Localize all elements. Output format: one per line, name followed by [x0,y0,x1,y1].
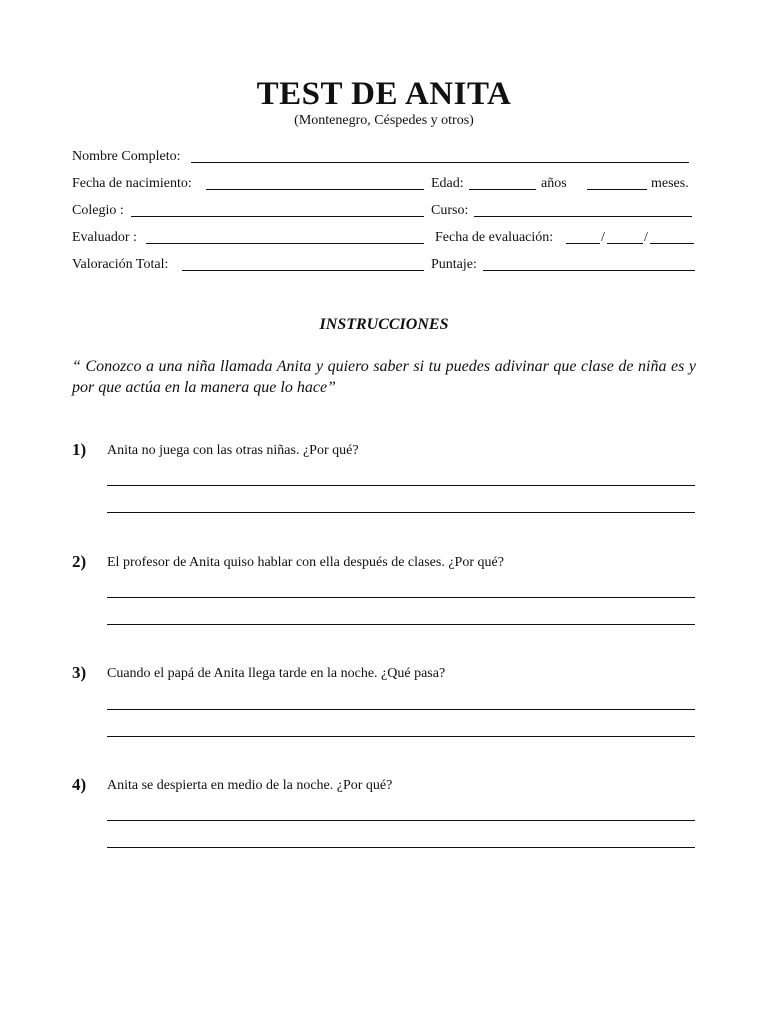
answer-line[interactable] [107,512,695,513]
answer-line[interactable] [107,624,695,625]
instructions-text: “ Conozco a una niña llamada Anita y quiero saber si tu puedes adivinar que clase de niña es y por que actúa en la manera que lo hace” [72,358,696,396]
curso-field[interactable] [474,216,692,217]
fecha-evaluacion-month-field[interactable] [607,243,643,244]
nombre-field[interactable] [191,162,689,163]
valoracion-field[interactable] [182,270,424,271]
question-text: Cuando el papá de Anita llega tarde en la noche. ¿Qué pasa? [107,666,446,681]
date-separator: / [601,230,605,245]
answer-line[interactable] [107,820,695,821]
document-subtitle: (Montenegro, Céspedes y otros) [294,113,474,128]
question-number: 2) [72,552,87,571]
valoracion-label: Valoración Total: [72,257,169,272]
question-text: Anita se despierta en medio de la noche. ¿Por qué? [107,778,393,793]
fecha-evaluacion-year-field[interactable] [650,243,694,244]
question-number: 1) [72,440,87,459]
fecha-nacimiento-field[interactable] [206,189,424,190]
edad-anos-field[interactable] [469,189,536,190]
date-separator: / [644,230,648,245]
meses-label: meses. [651,176,689,191]
question-text: El profesor de Anita quiso hablar con ella después de clases. ¿Por qué? [107,555,504,570]
fecha-nacimiento-label: Fecha de nacimiento: [72,176,192,191]
evaluador-field[interactable] [146,243,424,244]
anos-label: años [541,176,567,191]
fecha-evaluacion-day-field[interactable] [566,243,600,244]
colegio-label: Colegio : [72,203,124,218]
question-text: Anita no juega con las otras niñas. ¿Por qué? [107,443,359,458]
answer-line[interactable] [107,736,695,737]
nombre-label: Nombre Completo: [72,149,181,164]
answer-line[interactable] [107,847,695,848]
colegio-field[interactable] [131,216,424,217]
fecha-evaluacion-label: Fecha de evaluación: [435,230,554,245]
evaluador-label: Evaluador : [72,230,137,245]
puntaje-label: Puntaje: [431,257,477,272]
puntaje-field[interactable] [483,270,695,271]
document-title: TEST DE ANITA [256,76,512,112]
answer-line[interactable] [107,597,695,598]
edad-label: Edad: [431,176,464,191]
question-number: 4) [72,775,87,794]
answer-line[interactable] [107,485,695,486]
curso-label: Curso: [431,203,469,218]
question-number: 3) [72,663,87,682]
answer-line[interactable] [107,709,695,710]
instructions-heading: INSTRUCCIONES [319,316,449,333]
edad-meses-field[interactable] [587,189,647,190]
